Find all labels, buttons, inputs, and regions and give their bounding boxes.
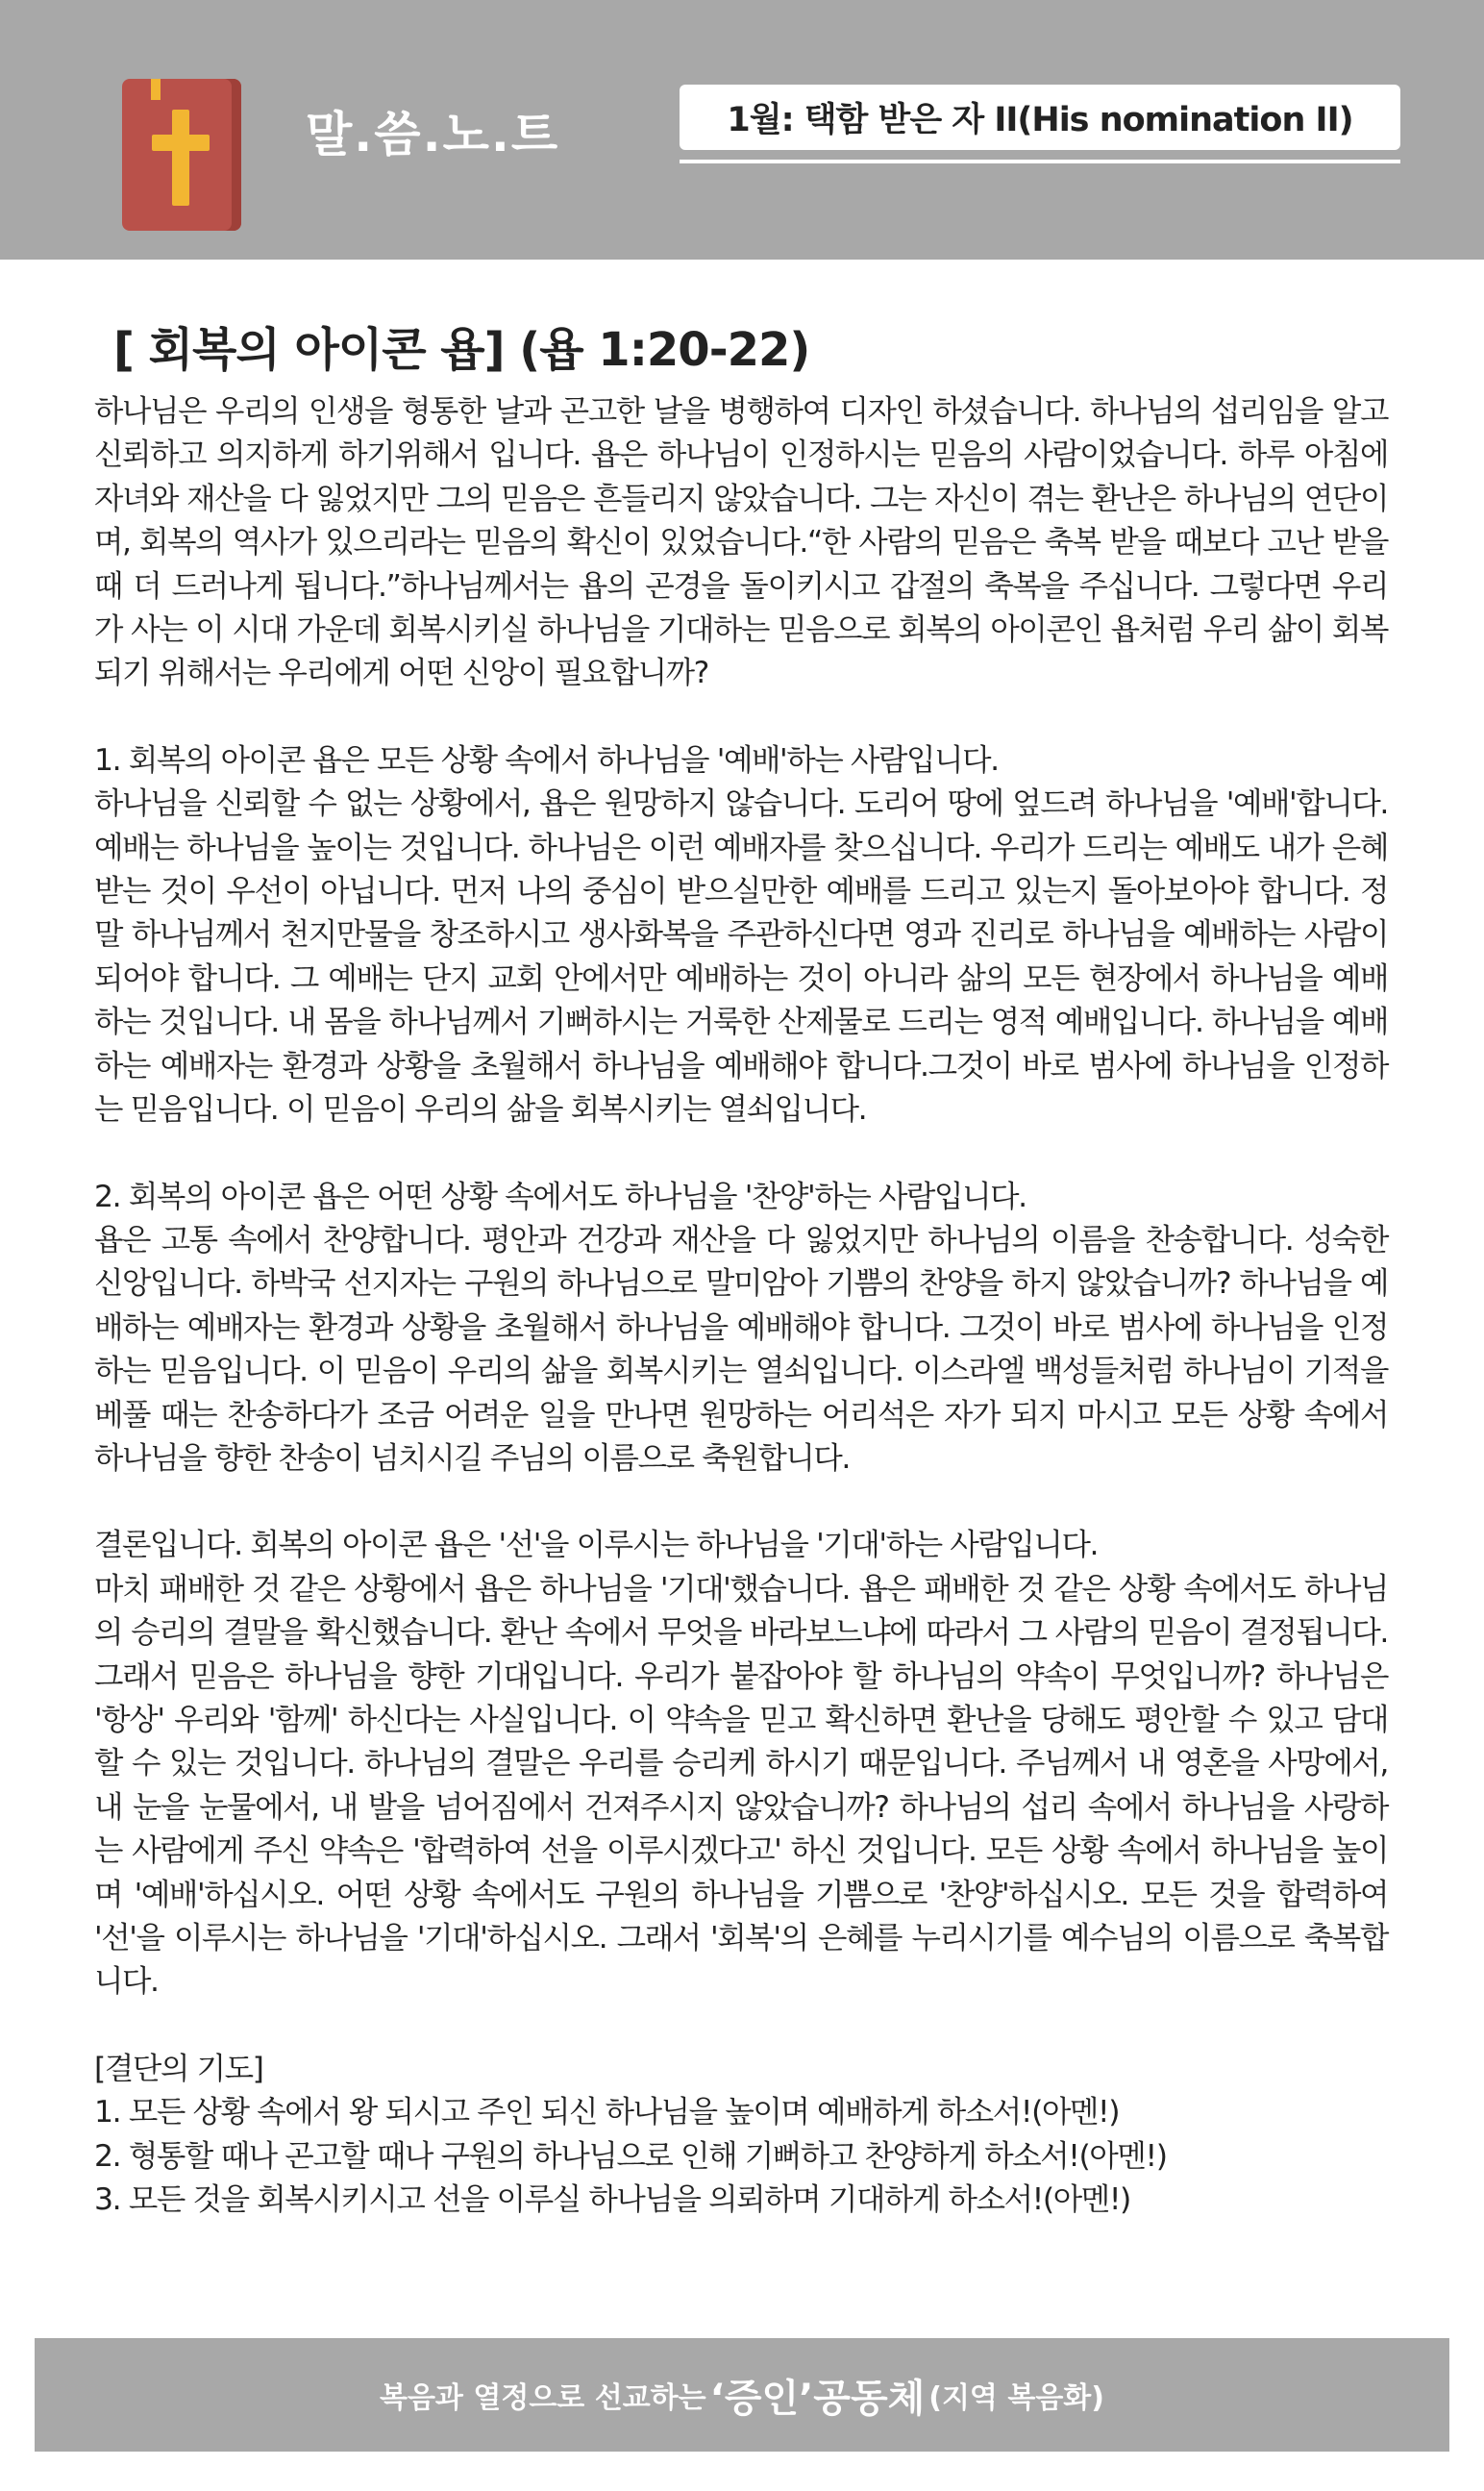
footer-suffix: (지역 복음화) (928, 2381, 1105, 2415)
section-heading: 결론입니다. 회복의 아이콘 욥은 '선'을 이루시는 하나님을 '기대'하는 사람입니다. (94, 1528, 1099, 1563)
prayer-item: 1. 모든 상황 속에서 왕 되시고 주인 되신 하나님을 높이며 예배하게 하소서!(아멘!) (94, 2095, 1120, 2130)
prayer-heading: [결단의 기도] (94, 2051, 263, 2086)
section-heading: 2. 회복의 아이콘 욥은 어떤 상황 속에서도 하나님을 '찬양'하는 사람입니다. (94, 1179, 1026, 1214)
bible-icon (122, 79, 241, 231)
section-heading: 1. 회복의 아이콘 욥은 모든 상황 속에서 하나님을 '예배'하는 사람입니다. (94, 742, 999, 778)
header-bar (0, 0, 1484, 260)
topic-underline (680, 160, 1400, 163)
cross-icon-horizontal (152, 135, 210, 151)
footer-community-name: ‘증인’공동체 (709, 2376, 926, 2421)
sermon-body (94, 390, 1388, 2222)
section-paragraph: 욥은 고통 속에서 찬양합니다. 평안과 건강과 재산을 다 잃었지만 하나님의 이름을 찬송합니다. 성숙한 신앙입니다. 하박국 선지자는 구원의 하나님으로 말미암아 기쁨의 찬양을 하지 않았습니까? 하나님을 예배하는 예배자는 환경과 상황을 초월해서 하나님을 예배해야 합니다. 그것이 바로 범사에 하나님을 인정하는 믿음입니다. 이 믿음이 우리의 삶을 회복시키는 열쇠입니다. 이스라엘 백성들처럼 하나님이 기적을 베풀 때는 찬송하다가 조금 어려운 일을 만나면 원망하는 어리석은 자가 되지 마시고 모든 상황 속에서 하나님을 향한 찬송이 넘치시길 주님의 이름으로 축원합니다. (94, 1222, 1388, 1476)
brand-title: 말.씀.노.트 (306, 107, 560, 162)
footer-bar (35, 2338, 1449, 2452)
intro-paragraph: 하나님은 우리의 인생을 형통한 날과 곤고한 날을 병행하여 디자인 하셨습니다. 하나님의 섭리임을 알고 신뢰하고 의지하게 하기위해서 입니다. 욥은 하나님이 인정하시는 믿음의 사람이었습니다. 하루 아침에 자녀와 재산을 다 잃었지만 그의 믿음은 흔들리지 않았습니다. 그는 자신이 겪는 환난은 하나님의 연단이며, 회복의 역사가 있으리라는 믿음의 확신이 있었습니다.“한 사람의 믿음은 축복 받을 때보다 고난 받을 때 더 드러나게 됩니다.”하나님께서는 욥의 곤경을 돌이키시고 갑절의 축복을 주십니다. 그렇다면 우리가 사는 이 시대 가운데 회복시키실 하나님을 기대하는 믿음으로 회복의 아이콘인 욥처럼 우리 삶이 회복되기 위해서는 우리에게 어떤 신앙이 필요합니까? (94, 394, 1388, 691)
sermon-title: [ 회복의 아이콘 욥] (욥 1:20-22) (113, 323, 810, 377)
topic-label: 1월: 택함 받은 자 II(His nomination II) (680, 85, 1400, 150)
prayer-item: 3. 모든 것을 회복시키시고 선을 이루실 하나님을 의뢰하며 기대하게 하소서!(아멘!) (94, 2182, 1130, 2218)
section-paragraph: 마치 패배한 것 같은 상황에서 욥은 하나님을 '기대'했습니다. 욥은 패배한 것 같은 상황 속에서도 하나님의 승리의 결말을 확신했습니다. 환난 속에서 무엇을 바라보느냐에 따라서 그 사람의 믿음이 결정됩니다. 그래서 믿음은 하나님을 향한 기대입니다. 우리가 붙잡아야 할 하나님의 약속이 무엇입니까? 하나님은 '항상' 우리와 '함께' 하신다는 사실입니다. 이 약속을 믿고 확신하면 환난을 당해도 평안할 수 있고 담대할 수 있는 것입니다. 하나님의 결말은 우리를 승리케 하시기 때문입니다. 주님께서 내 영혼을 사망에서, 내 눈을 눈물에서, 내 발을 넘어짐에서 건져주시지 않았습니까? 하나님의 섭리 속에서 하나님을 사랑하는 사람에게 주신 약속은 '합력하여 선을 이루시겠다고' 하신 것입니다. 모든 상황 속에서 하나님을 높이며 '예배'하십시오. 어떤 상황 속에서도 구원의 하나님을 기쁨으로 '찬양'하십시오. 모든 것을 합력하여 '선'을 이루시는 하나님을 '기대'하십시오. 그래서 '회복'의 은혜를 누리시기를 예수님의 이름으로 축복합니다. (94, 1571, 1388, 2000)
cross-icon-vertical (172, 110, 189, 206)
section-paragraph: 하나님을 신뢰할 수 없는 상황에서, 욥은 원망하지 않습니다. 도리어 땅에 엎드려 하나님을 '예배'합니다. 예배는 하나님을 높이는 것입니다. 하나님은 이런 예배자를 찾으십니다. 우리가 드리는 예배도 내가 은혜받는 것이 우선이 아닙니다. 먼저 나의 중심이 받으실만한 예배를 드리고 있는지 돌아보아야 합니다. 정말 하나님께서 천지만물을 창조하시고 생사화복을 주관하신다면 영과 진리로 하나님을 예배하는 사람이 되어야 합니다. 그 예배는 단지 교회 안에서만 예배하는 것이 아니라 삶의 모든 현장에서 하나님을 예배하는 것입니다. 내 몸을 하나님께서 기뻐하시는 거룩한 산제물로 드리는 영적 예배입니다. 하나님을 예배하는 예배자는 환경과 상황을 초월해서 하나님을 예배해야 합니다.그것이 바로 범사에 하나님을 인정하는 믿음입니다. 이 믿음이 우리의 삶을 회복시키는 열쇠입니다. (94, 786, 1388, 1128)
bookmark-ribbon (151, 79, 161, 100)
footer-prefix: 복음과 열정으로 선교하는 (379, 2381, 706, 2415)
prayer-item: 2. 형통할 때나 곤고할 때나 구원의 하나님으로 인해 기뻐하고 찬양하게 하소서!(아멘!) (94, 2138, 1167, 2174)
